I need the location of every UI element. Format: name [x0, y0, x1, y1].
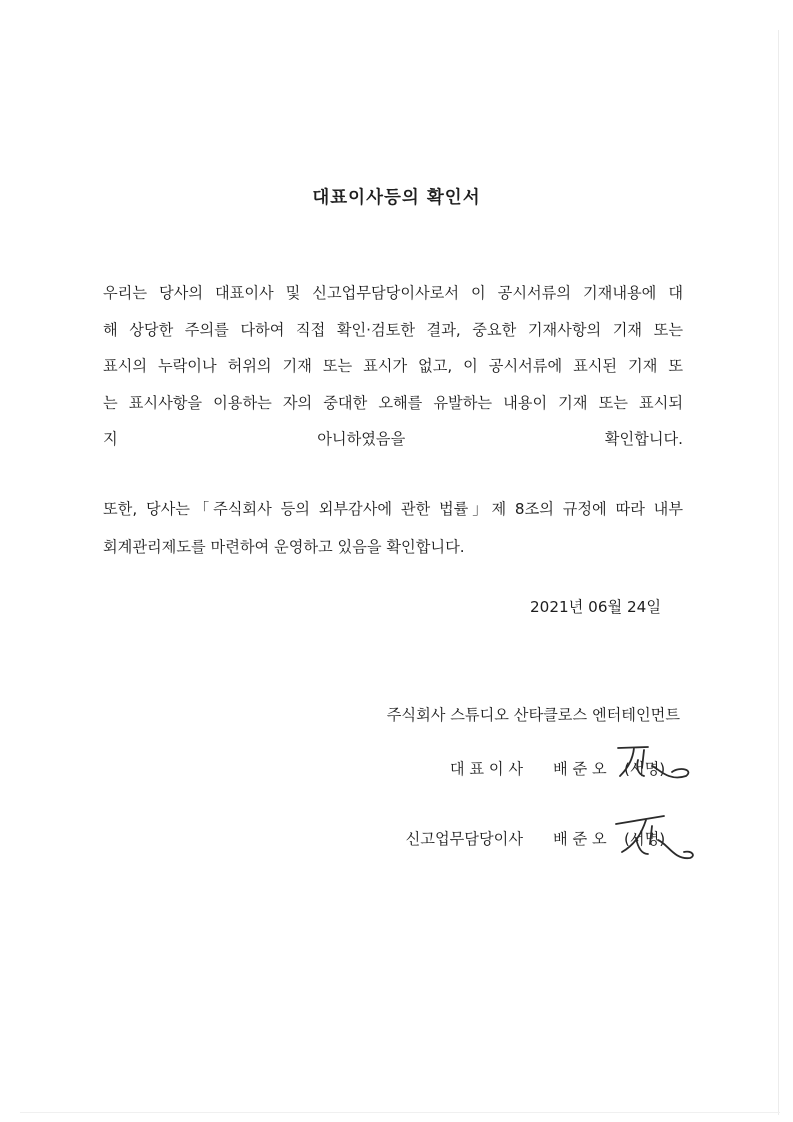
handwritten-signature-officer — [612, 812, 698, 868]
document-title: 대표이사등의 확인서 — [312, 188, 481, 208]
signatory-name: 배 준 오 — [553, 830, 607, 848]
paragraph-1-line-5: 지 아니하였음을 확인합니다. — [103, 430, 683, 448]
paragraph-2-line-2: 회계관리제도를 마련하여 운영하고 있음을 확인합니다. — [103, 538, 465, 556]
handwritten-signature-ceo — [608, 738, 696, 788]
signature-label: (서명) — [624, 760, 666, 778]
signatory-role: 대 표 이 사 — [449, 760, 523, 778]
signatory-role: 신고업무담당이사 — [405, 830, 523, 848]
company-name: 주식회사 스튜디오 산타클로스 엔터테인먼트 — [386, 706, 680, 724]
signature-label: (서명) — [624, 830, 666, 848]
signatory-name: 배 준 오 — [553, 760, 607, 778]
paragraph-1-line-4: 는 표시사항을 이용하는 자의 중대한 오해를 유발하는 내용이 기재 또는 표시되 — [103, 394, 683, 412]
paragraph-1-line-3: 표시의 누락이나 허위의 기재 또는 표시가 없고, 이 공시서류에 표시된 기재 또 — [103, 357, 683, 375]
document-date: 2021년 06월 24일 — [530, 598, 661, 616]
paragraph-1-line-2: 해 상당한 주의를 다하여 직접 확인·검토한 결과, 중요한 기재사항의 기재 또는 — [103, 321, 683, 339]
paragraph-2-line-1: 또한, 당사는「주식회사 등의 외부감사에 관한 법률」제 8조의 규정에 따라 내부 — [103, 500, 683, 518]
scan-edge-bottom — [20, 1112, 780, 1113]
paragraph-1-line-1: 우리는 당사의 대표이사 및 신고업무담당이사로서 이 공시서류의 기재내용에 대 — [103, 284, 683, 302]
